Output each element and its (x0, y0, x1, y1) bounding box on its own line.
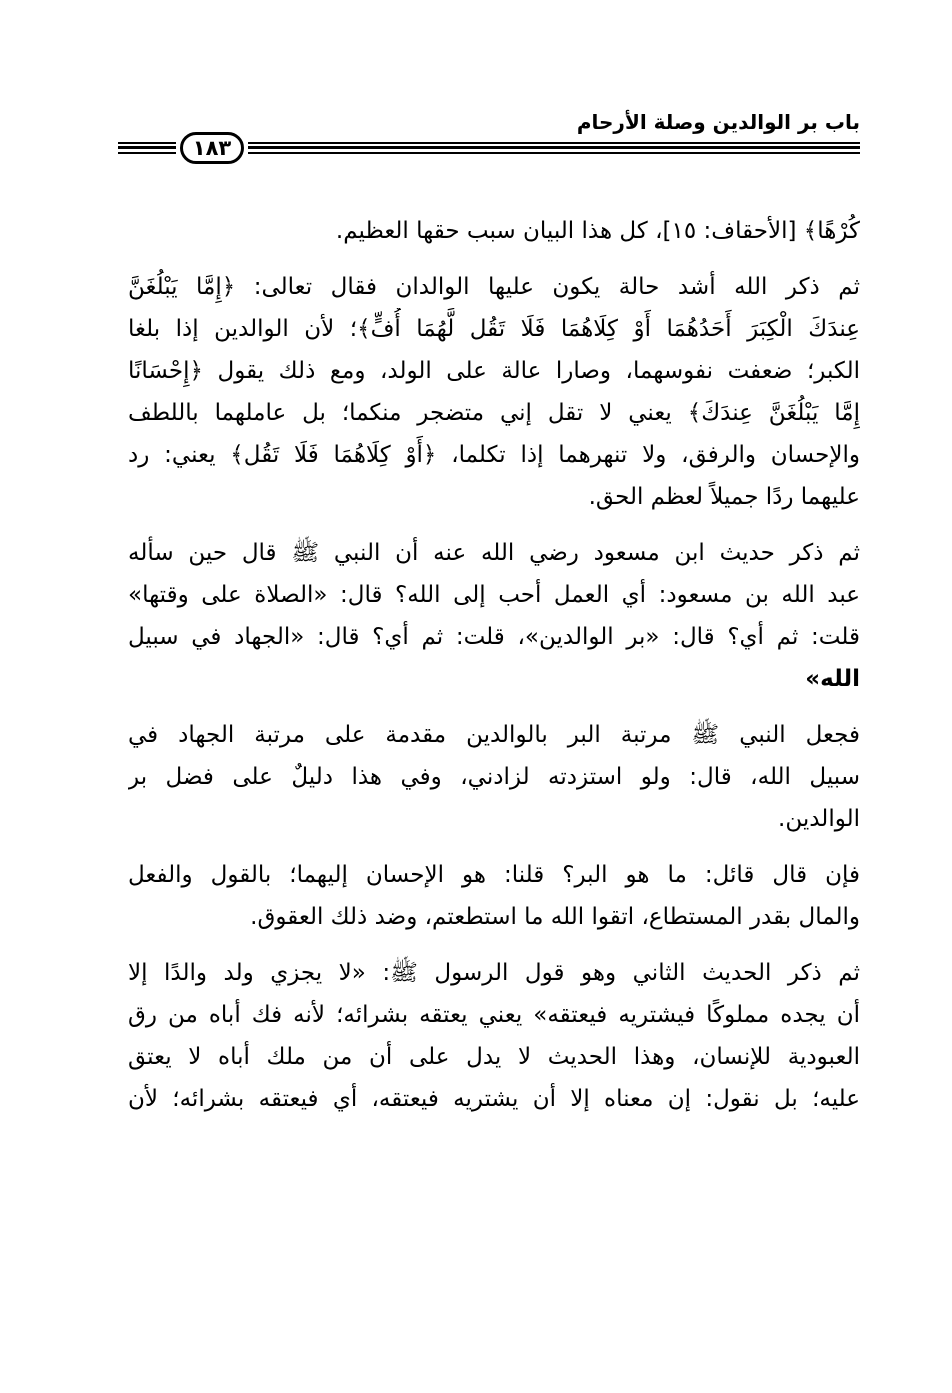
body-text (128, 210, 860, 1120)
text-line: إِمَّا يَبْلُغَنَّ عِندَكَ﴾ يعني لا تقل إني متضجر منكما؛ بل عاملهما باللطف (128, 400, 860, 426)
text-line: الوالدين. (778, 806, 860, 832)
text-line: عليه؛ بل نقول: إن معناه إلا أن يشتريه فيعتقه، أي فيعتقه بشرائه؛ لأن (128, 1086, 860, 1112)
paragraph-gap (128, 938, 860, 952)
paragraph-gap (128, 840, 860, 854)
text-line: الله» (805, 666, 860, 692)
text-line: والإحسان والرفق، ولا تنهرهما إذا تكلما، ﴿أَوْ كِلَاهُمَا فَلَا تَقُل﴾ يعني: رد (128, 442, 860, 468)
text-line: سبيل الله، قال: ولو استزدته لزادني، وفي هذا دليلٌ على فضل بر (128, 764, 860, 790)
text-line: عليهما ردًا جميلاً لعظم الحق. (588, 484, 860, 510)
text-line: العبودية للإنسان، وهذا الحديث لا يدل على أن من ملك أباه لا يعتق (128, 1044, 860, 1070)
chapter-title: باب بر الوالدين وصلة الأرحام (576, 110, 860, 134)
paragraph (128, 266, 860, 518)
text-line: فجعل النبي ﷺ مرتبة البر بالوالدين مقدمة على مرتبة الجهاد في (128, 722, 860, 748)
paragraph (128, 952, 860, 1120)
paragraph-gap (128, 252, 860, 266)
text-line: قلت: ثم أي؟ قال: «بر الوالدين»، قلت: ثم أي؟ قال: «الجهاد في سبيل (128, 624, 860, 650)
text-line: ثم ذكر الحديث الثاني وهو قول الرسول ﷺ: «لا يجزي ولد والدًا إلا (128, 960, 860, 986)
paragraph (128, 714, 860, 840)
text-line: كُرْهًا﴾ [الأحقاف: ١٥]، كل هذا البيان سبب حقها العظيم. (335, 218, 860, 244)
text-line: عِندَكَ الْكِبَرَ أَحَدُهُمَا أَوْ كِلَاهُمَا فَلَا تَقُل لَّهُمَا أُفٍّ﴾؛ لأن الوالدين إذا بلغا (128, 316, 860, 342)
text-line: عبد الله بن مسعود: أي العمل أحب إلى الله؟ قال: «الصلاة على وقتها» (128, 582, 860, 608)
text-line: ثم ذكر حديث ابن مسعود رضي الله عنه أن النبي ﷺ قال حين سأله (128, 540, 860, 566)
paragraph-gap (128, 518, 860, 532)
paragraph (128, 854, 860, 938)
paragraph-gap (128, 700, 860, 714)
text-line: أن يجده مملوكًا فيشتريه فيعتقه» يعني يعتقه بشرائه؛ لأنه فك أباه من رق (128, 1002, 860, 1028)
text-line: والمال بقدر المستطاع، اتقوا الله ما استطعتم، وضد ذلك العقوق. (250, 904, 860, 930)
paragraph (128, 532, 860, 700)
page-number-badge (176, 131, 248, 165)
paragraph (128, 210, 860, 252)
text-line: الكبر؛ ضعفت نفوسهما، وصارا عالة على الولد، ومع ذلك يقول ﴿إِحْسَانًا (128, 358, 860, 384)
text-line: ثم ذكر الله أشد حالة يكون عليها الوالدان فقال تعالى: ﴿إِمَّا يَبْلُغَنَّ (128, 274, 860, 300)
page-number: ١٨٣ (180, 132, 244, 164)
text-line: فإن قال قائل: ما هو البر؟ قلنا: هو الإحسان إليهما؛ بالقول والفعل (128, 862, 860, 888)
